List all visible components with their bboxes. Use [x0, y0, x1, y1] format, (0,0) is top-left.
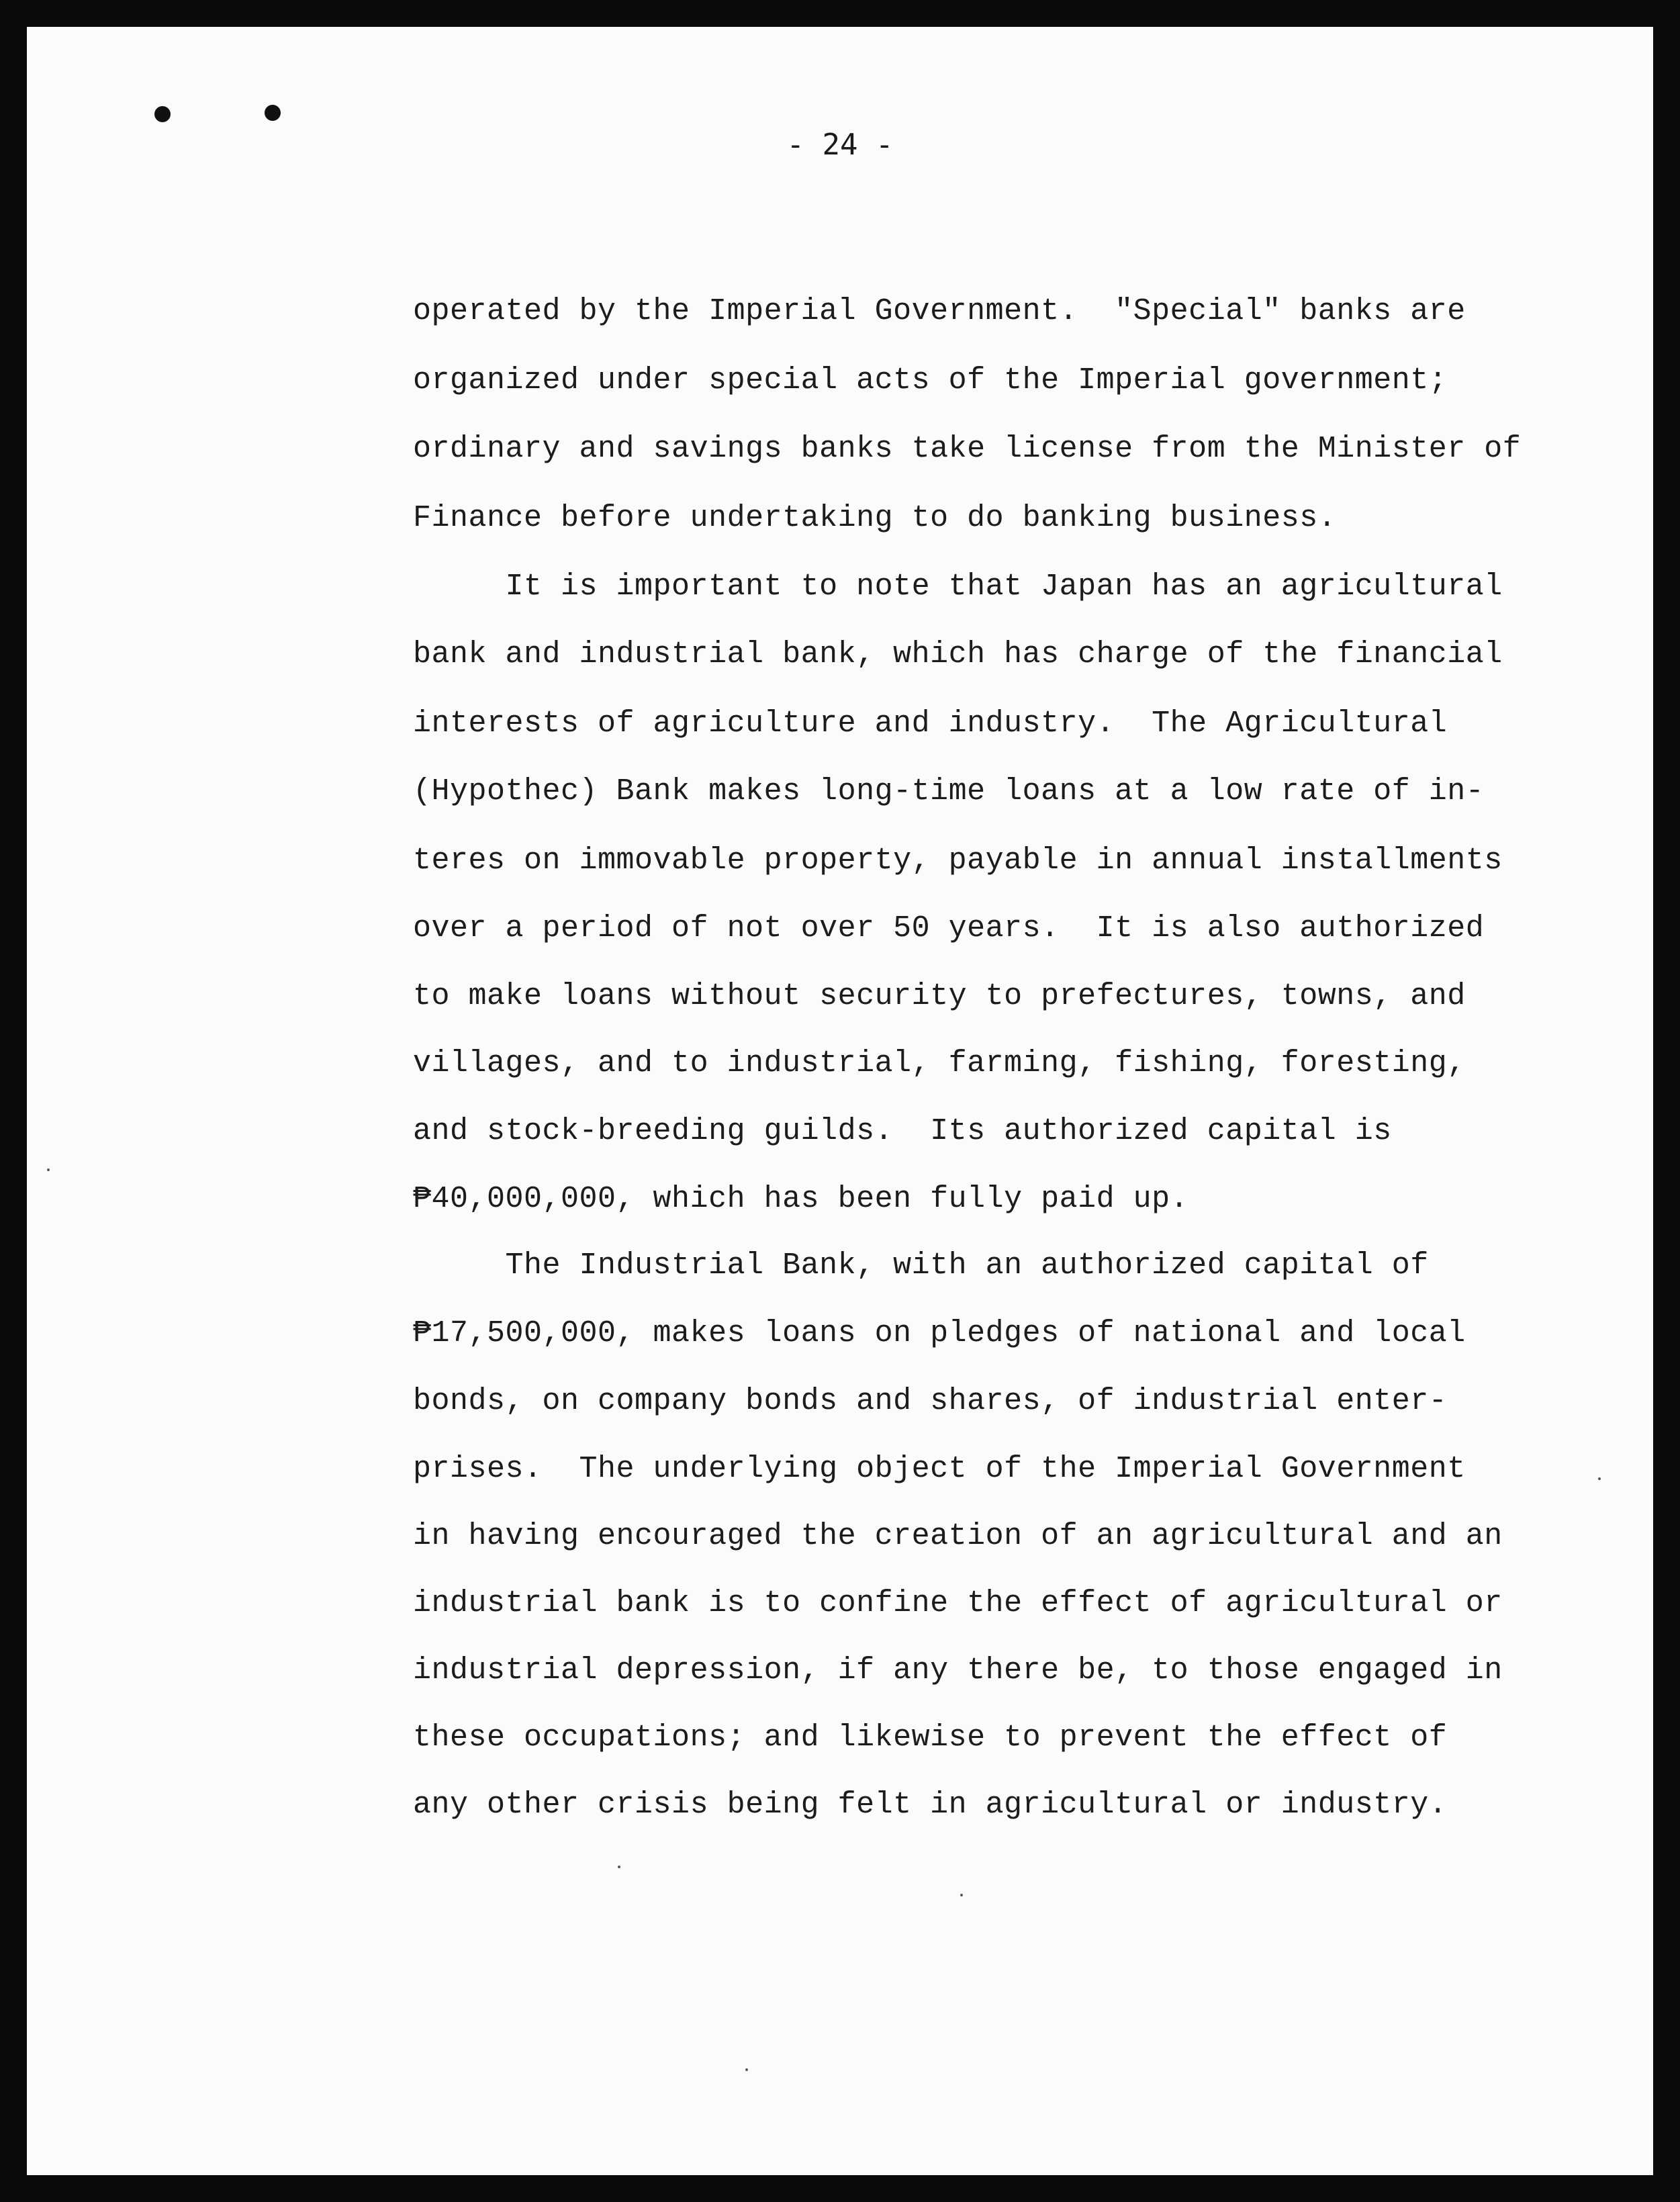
- text-line: (Hypothec) Bank makes long-time loans at a low rate of in-: [413, 774, 1485, 809]
- page-number: - 24 -: [786, 128, 894, 162]
- text-line: any other crisis being felt in agricultural or industry.: [413, 1788, 1448, 1822]
- text-line: ordinary and savings banks take license from the Minister of: [413, 432, 1522, 466]
- text-line: and stock-breeding guilds. Its authorized capital is: [413, 1114, 1392, 1148]
- paper-speck: [618, 1866, 620, 1868]
- text-line: The Industrial Bank, with an authorized capital of: [413, 1248, 1429, 1283]
- text-line: to make loans without security to prefectures, towns, and: [413, 979, 1466, 1013]
- text-line: bonds, on company bonds and shares, of industrial enter-: [413, 1384, 1448, 1418]
- paper-speck: [47, 1168, 50, 1171]
- text-line: ₱17,500,000, makes loans on pledges of national and local: [413, 1316, 1466, 1350]
- text-line: bank and industrial bank, which has charge of the financial: [413, 637, 1503, 672]
- paper-speck: [960, 1894, 963, 1896]
- paper-speck: [745, 2068, 748, 2071]
- paper-speck: [1598, 1477, 1601, 1480]
- text-line: these occupations; and likewise to prevent the effect of: [413, 1721, 1448, 1755]
- punch-hole-mark: [261, 101, 284, 124]
- text-line: industrial bank is to confine the effect of agricultural or: [413, 1586, 1503, 1620]
- text-line: Finance before undertaking to do banking business.: [413, 501, 1337, 535]
- text-line: ₱40,000,000, which has been fully paid up.: [413, 1182, 1189, 1216]
- text-line: interests of agriculture and industry. The Agricultural: [413, 706, 1448, 741]
- text-line: in having encouraged the creation of an agricultural and an: [413, 1519, 1503, 1553]
- text-line: operated by the Imperial Government. "Special" banks are: [413, 294, 1466, 328]
- text-line: organized under special acts of the Imperial government;: [413, 363, 1448, 398]
- text-line: prises. The underlying object of the Imperial Government: [413, 1452, 1466, 1486]
- text-line: teres on immovable property, payable in annual installments: [413, 843, 1503, 878]
- text-line: over a period of not over 50 years. It is also authorized: [413, 911, 1485, 946]
- document-page: [27, 27, 1653, 2175]
- punch-hole-mark: [151, 103, 174, 126]
- text-line: It is important to note that Japan has an agricultural: [413, 569, 1503, 604]
- text-line: villages, and to industrial, farming, fishing, foresting,: [413, 1046, 1466, 1081]
- text-line: industrial depression, if any there be, to those engaged in: [413, 1653, 1503, 1688]
